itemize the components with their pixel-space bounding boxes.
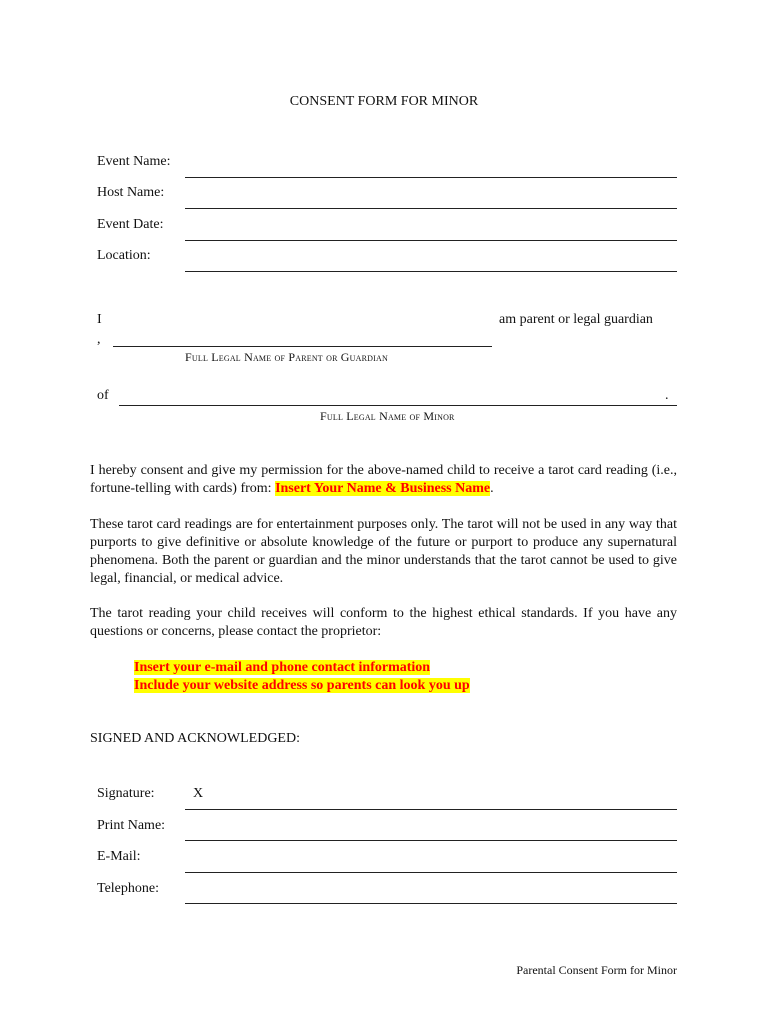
guardian-prefix: I: [97, 312, 102, 327]
disclaimer-paragraph: These tarot card readings are for entertainment purposes only. The tarot will not be used in any way that purports to give definitive or absolute knowledge of the future or purport to produce any supernatural phenomena. Both the parent or guardian and the minor understands that the tarot cannot be used to give legal, financial, or medical advice.: [90, 517, 677, 586]
ethics-paragraph: The tarot reading your child receives will conform to the highest ethical standards. If you have any questions or concerns, please contact the proprietor:: [90, 606, 677, 639]
telephone-label: Telephone:: [97, 881, 159, 896]
event-name-label: Event Name:: [97, 154, 171, 169]
event-date-label: Event Date:: [97, 217, 164, 232]
minor-caption: Full Legal Name of Minor: [320, 409, 455, 423]
location-line[interactable]: [185, 271, 677, 272]
minor-name-line[interactable]: [119, 405, 677, 406]
email-line[interactable]: [185, 872, 677, 873]
host-name-line[interactable]: [185, 208, 677, 209]
minor-period: .: [665, 388, 669, 403]
minor-prefix: of: [97, 388, 109, 403]
event-name-line[interactable]: [185, 177, 677, 178]
consent-text: I hereby consent and give my permission for the above-named child to receive a tarot card reading (i.e., fortune-telling with cards) from:: [90, 463, 677, 496]
page-footer: Parental Consent Form for Minor: [516, 963, 677, 977]
website-placeholder: Include your website address so parents can look you up: [134, 678, 470, 693]
signature-mark: X: [193, 786, 204, 801]
telephone-line[interactable]: [185, 903, 677, 904]
signature-line[interactable]: [185, 809, 677, 810]
guardian-caption: Full Legal Name of Parent or Guardian: [185, 350, 388, 364]
consent-end: .: [490, 481, 494, 496]
contact-info-placeholder: Insert your e-mail and phone contact information: [134, 660, 431, 675]
guardian-suffix: am parent or legal guardian: [499, 312, 653, 327]
location-label: Location:: [97, 248, 151, 263]
guardian-name-line[interactable]: [113, 346, 492, 347]
signed-heading: SIGNED AND ACKNOWLEDGED:: [90, 731, 300, 746]
signature-label: Signature:: [97, 786, 155, 801]
print-name-label: Print Name:: [97, 818, 166, 833]
consent-paragraph: [90, 462, 677, 498]
document-title: CONSENT FORM FOR MINOR: [289, 94, 479, 109]
print-name-line[interactable]: [185, 840, 677, 841]
business-name-placeholder: Insert Your Name & Business Name: [275, 481, 491, 496]
event-date-line[interactable]: [185, 240, 677, 241]
guardian-comma: ,: [97, 332, 101, 347]
email-label: E-Mail:: [97, 849, 141, 864]
contact-info-block: [134, 659, 470, 695]
host-name-label: Host Name:: [97, 185, 165, 200]
